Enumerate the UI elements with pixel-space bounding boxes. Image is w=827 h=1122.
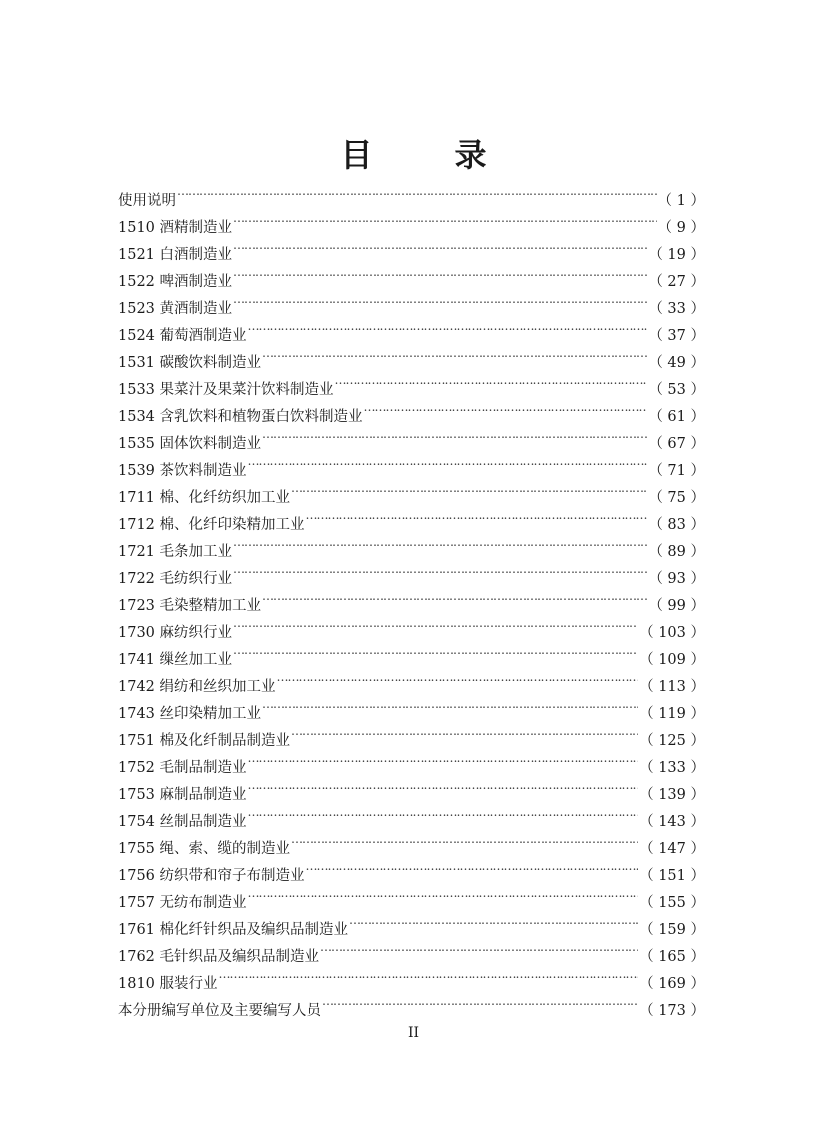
toc-entry-label: 1534 含乳饮料和植物蛋白饮料制造业 (118, 409, 363, 425)
toc-entry-label: 1756 纺织带和帘子布制造业 (118, 868, 305, 884)
toc-entry-page: （ 169 ） (639, 976, 705, 992)
toc-dot-leader (233, 259, 647, 286)
toc-entry-label: 1810 服装行业 (118, 976, 218, 992)
toc-entry-label: 1753 麻制品制造业 (118, 787, 247, 803)
toc-entry-label: 1751 棉及化纤制品制造业 (118, 733, 291, 749)
title-char-left: 目 (340, 136, 373, 175)
toc-entry-page: （ 109 ） (639, 652, 705, 668)
toc-dot-leader (233, 637, 638, 664)
toc-dot-leader (291, 475, 647, 502)
toc-entry-label: 1522 啤酒制造业 (118, 274, 233, 290)
toc-dot-leader (262, 583, 647, 610)
title-char-right: 录 (454, 136, 487, 175)
toc-dot-leader (306, 502, 648, 529)
toc-entry-label: 1531 碳酸饮料制造业 (118, 355, 262, 371)
toc-entry-page: （ 67 ） (648, 436, 705, 452)
toc-dot-leader (320, 934, 638, 961)
toc-entry-page: （ 27 ） (648, 274, 705, 290)
toc-entry-label: 1761 棉化纤针织品及编织品制造业 (118, 922, 349, 938)
toc-entry[interactable] (118, 205, 705, 236)
toc-entry-label: 1723 毛染整精加工业 (118, 598, 262, 614)
toc-entry-label: 1533 果菜汁及果菜汁饮料制造业 (118, 382, 334, 398)
toc-entry-label: 1754 丝制品制造业 (118, 814, 247, 830)
toc-dot-leader (248, 745, 639, 772)
toc-dot-leader (262, 421, 647, 448)
toc-entry-label: 1742 绢纺和丝织加工业 (118, 679, 276, 695)
toc-entry[interactable] (118, 178, 705, 209)
toc-entry-label: 1722 毛纺织行业 (118, 571, 233, 587)
toc-entry-page: （ 155 ） (639, 895, 705, 911)
toc-entry-page: （ 99 ） (648, 598, 705, 614)
toc-entry-page: （ 113 ） (639, 679, 705, 695)
toc-dot-leader (233, 286, 647, 313)
toc-entry-page: （ 93 ） (648, 571, 705, 587)
toc-dot-leader (248, 772, 639, 799)
toc-entry-page: （ 173 ） (639, 1003, 705, 1019)
toc-entry-label: 1741 缫丝加工业 (118, 652, 233, 668)
toc-entry-page: （ 61 ） (648, 409, 705, 425)
toc-dot-leader (277, 664, 639, 691)
toc-entry-page: （ 165 ） (639, 949, 705, 965)
toc-dot-leader (177, 178, 657, 205)
toc-entry-label: 1762 毛针织品及编织品制造业 (118, 949, 320, 965)
toc-entry-label: 1521 白酒制造业 (118, 247, 233, 263)
toc-entry-page: （ 75 ） (648, 490, 705, 506)
toc-entry-page: （ 1 ） (657, 193, 705, 209)
toc-entry-label: 使用说明 (118, 193, 176, 209)
toc-entry-page: （ 83 ） (648, 517, 705, 533)
toc-dot-leader (248, 880, 639, 907)
toc-entry-page: （ 143 ） (639, 814, 705, 830)
toc-entry-page: （ 159 ） (639, 922, 705, 938)
page-number: II (407, 1025, 420, 1041)
toc-entry-label: 1523 黄酒制造业 (118, 301, 233, 317)
toc-dot-leader (349, 907, 638, 934)
toc-entry-page: （ 19 ） (648, 247, 705, 263)
toc-entry-page: （ 103 ） (639, 625, 705, 641)
toc-entry-page: （ 71 ） (648, 463, 705, 479)
toc-entry-page: （ 37 ） (648, 328, 705, 344)
toc-entry-page: （ 33 ） (648, 301, 705, 317)
toc-dot-leader (233, 205, 657, 232)
toc-entry-label: 1743 丝印染精加工业 (118, 706, 262, 722)
toc-dot-leader (248, 799, 639, 826)
toc-entry-page: （ 133 ） (639, 760, 705, 776)
toc-entry-page: （ 125 ） (639, 733, 705, 749)
toc-entry-page: （ 119 ） (639, 706, 705, 722)
toc-dot-leader (291, 718, 638, 745)
toc-entry-page: （ 147 ） (639, 841, 705, 857)
toc-entry-page: （ 53 ） (648, 382, 705, 398)
toc-entry-label: 1535 固体饮料制造业 (118, 436, 262, 452)
toc-dot-leader (322, 988, 638, 1015)
toc-entry-page: （ 89 ） (648, 544, 705, 560)
toc-entry-label: 1539 茶饮料制造业 (118, 463, 247, 479)
toc-entry-label: 1510 酒精制造业 (118, 220, 233, 236)
toc-dot-leader (364, 394, 648, 421)
toc-dot-leader (262, 691, 638, 718)
toc-entry-label: 1752 毛制品制造业 (118, 760, 247, 776)
toc-entry-page: （ 9 ） (657, 220, 705, 236)
toc-entry-label: 1712 棉、化纤印染精加工业 (118, 517, 305, 533)
toc-entry-label: 1730 麻纺织行业 (118, 625, 233, 641)
toc-entry-page: （ 49 ） (648, 355, 705, 371)
toc-entry-label: 1721 毛条加工业 (118, 544, 233, 560)
toc-dot-leader (233, 556, 647, 583)
toc-entry-label: 1757 无纺布制造业 (118, 895, 247, 911)
toc-dot-leader (335, 367, 648, 394)
table-of-contents (118, 178, 705, 1019)
toc-dot-leader (219, 961, 639, 988)
toc-dot-leader (233, 232, 647, 259)
toc-dot-leader (233, 529, 647, 556)
page-title (0, 133, 827, 177)
toc-entry-page: （ 139 ） (639, 787, 705, 803)
toc-dot-leader (248, 448, 648, 475)
toc-entry-label: 1711 棉、化纤纺织加工业 (118, 490, 291, 506)
toc-dot-leader (262, 340, 647, 367)
toc-dot-leader (291, 826, 638, 853)
toc-dot-leader (306, 853, 639, 880)
toc-entry-page: （ 151 ） (639, 868, 705, 884)
toc-dot-leader (233, 610, 638, 637)
toc-dot-leader (248, 313, 648, 340)
toc-entry-label: 1755 绳、索、缆的制造业 (118, 841, 291, 857)
toc-entry-label: 本分册编写单位及主要编写人员 (118, 1003, 321, 1019)
toc-entry-label: 1524 葡萄酒制造业 (118, 328, 247, 344)
